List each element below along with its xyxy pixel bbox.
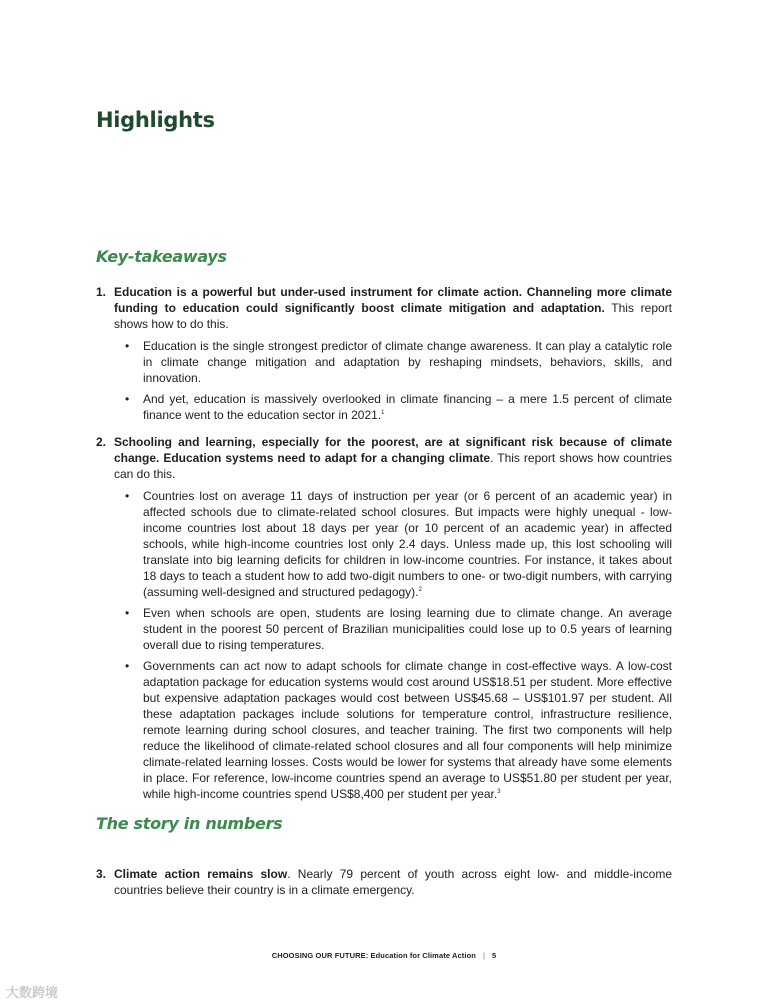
- footnote-ref[interactable]: 3: [497, 789, 501, 795]
- item-body-text: . Nearly 79 percent of youth across eight low- and middle-income countries believe their country is in a climate emergency.: [114, 867, 672, 897]
- bullet-list: [114, 488, 672, 802]
- key-takeaways-list: [96, 284, 672, 802]
- bullet-list: [114, 338, 672, 423]
- bullet-item: [114, 488, 672, 600]
- item-number: 3.: [96, 867, 107, 881]
- bullet-text: Education is the single strongest predictor of climate change awareness. It can play a catalytic role in climate change mitigation and adaptation by reshaping mindsets, behaviors, skills, and innovation.: [143, 339, 672, 385]
- bullet-text: Countries lost on average 11 days of instruction per year (or 6 percent of an academic year) in affected schools due to climate-related school closures. But impacts were highly unequal - low-income countries lost about 18 days per year (or 10 percent of an academic year) in affected schools, while high-income countries lost only 2.4 days. Unless made up, this lost schooling will translate into big learning deficits for children in low-income countries. For instance, it takes about 18 days to teach a student how to add two-digit numbers to one- or two-digit numbers, with carrying (assuming well-designed and structured pedagogy).: [143, 489, 672, 599]
- watermark-logo: 大数跨境: [6, 985, 59, 1000]
- bullet-item: [114, 391, 672, 423]
- numbered-item-2: [96, 434, 672, 802]
- bullet-item: [114, 658, 672, 802]
- numbered-item-1: [96, 284, 672, 423]
- footer-title: CHOOSING OUR FUTURE: Education for Climate Action: [271, 951, 476, 960]
- footnote-ref[interactable]: 1: [381, 410, 385, 416]
- bullet-text: Even when schools are open, students are losing learning due to climate change. An average student in the poorest 50 percent of Brazilian municipalities could lose up to 0.5 years of learning overall due to rising temperatures.: [143, 606, 672, 652]
- item-lead-text: Climate action remains slow: [114, 867, 288, 881]
- numbered-item-3: [96, 866, 672, 898]
- story-in-numbers-heading: The story in numbers: [96, 814, 283, 833]
- bullet-icon: •: [125, 659, 130, 673]
- bullet-text: And yet, education is massively overlooked in climate financing – a mere 1.5 percent of climate finance went to the education sector in 2021.: [143, 392, 672, 422]
- item-body-text: This report shows how to do this.: [114, 301, 672, 331]
- story-in-numbers-list: [96, 866, 672, 898]
- bullet-icon: •: [125, 489, 130, 503]
- item-lead-text: Education is a powerful but under-used instrument for climate action. Channeling more climate funding to education could significantly boost climate mitigation and adaptation.: [114, 285, 672, 315]
- footnote-ref[interactable]: 2: [418, 587, 422, 593]
- item-lead-text: Schooling and learning, especially for the poorest, are at significant risk because of climate change. Education systems need to adapt for a changing climate: [114, 435, 672, 465]
- bullet-icon: •: [125, 606, 130, 620]
- bullet-icon: •: [125, 339, 130, 353]
- page-number: 5: [492, 951, 497, 960]
- item-body-text: . This report shows how countries can do this.: [114, 451, 672, 481]
- page-title: Highlights: [96, 108, 215, 132]
- bullet-item: [114, 605, 672, 653]
- bullet-item: [114, 338, 672, 386]
- item-number: 1.: [96, 285, 107, 299]
- footer-separator: |: [482, 951, 485, 960]
- bullet-icon: •: [125, 392, 130, 406]
- bullet-text: Governments can act now to adapt schools for climate change in cost-effective ways. A low-cost adaptation package for education systems would cost around US$18.51 per student. More effective but expensive adaptation packages would cost between US$45.68 – US$101.97 per student. All these adaptation packages include solutions for temperature control, infrastructure resilience, remote learning during school closures, and teacher training. The first two components will help reduce the likelihood of climate-related school closures and all four components will help minimize climate-related learning losses. Costs would be lower for systems that already have some elements in place. For reference, low-income countries spend an average to US$51.80 per student per year, while high-income countries spend US$8,400 per student per year.: [143, 659, 672, 801]
- key-takeaways-heading: Key-takeaways: [96, 247, 227, 266]
- item-number: 2.: [96, 435, 107, 449]
- page-footer: [0, 951, 768, 960]
